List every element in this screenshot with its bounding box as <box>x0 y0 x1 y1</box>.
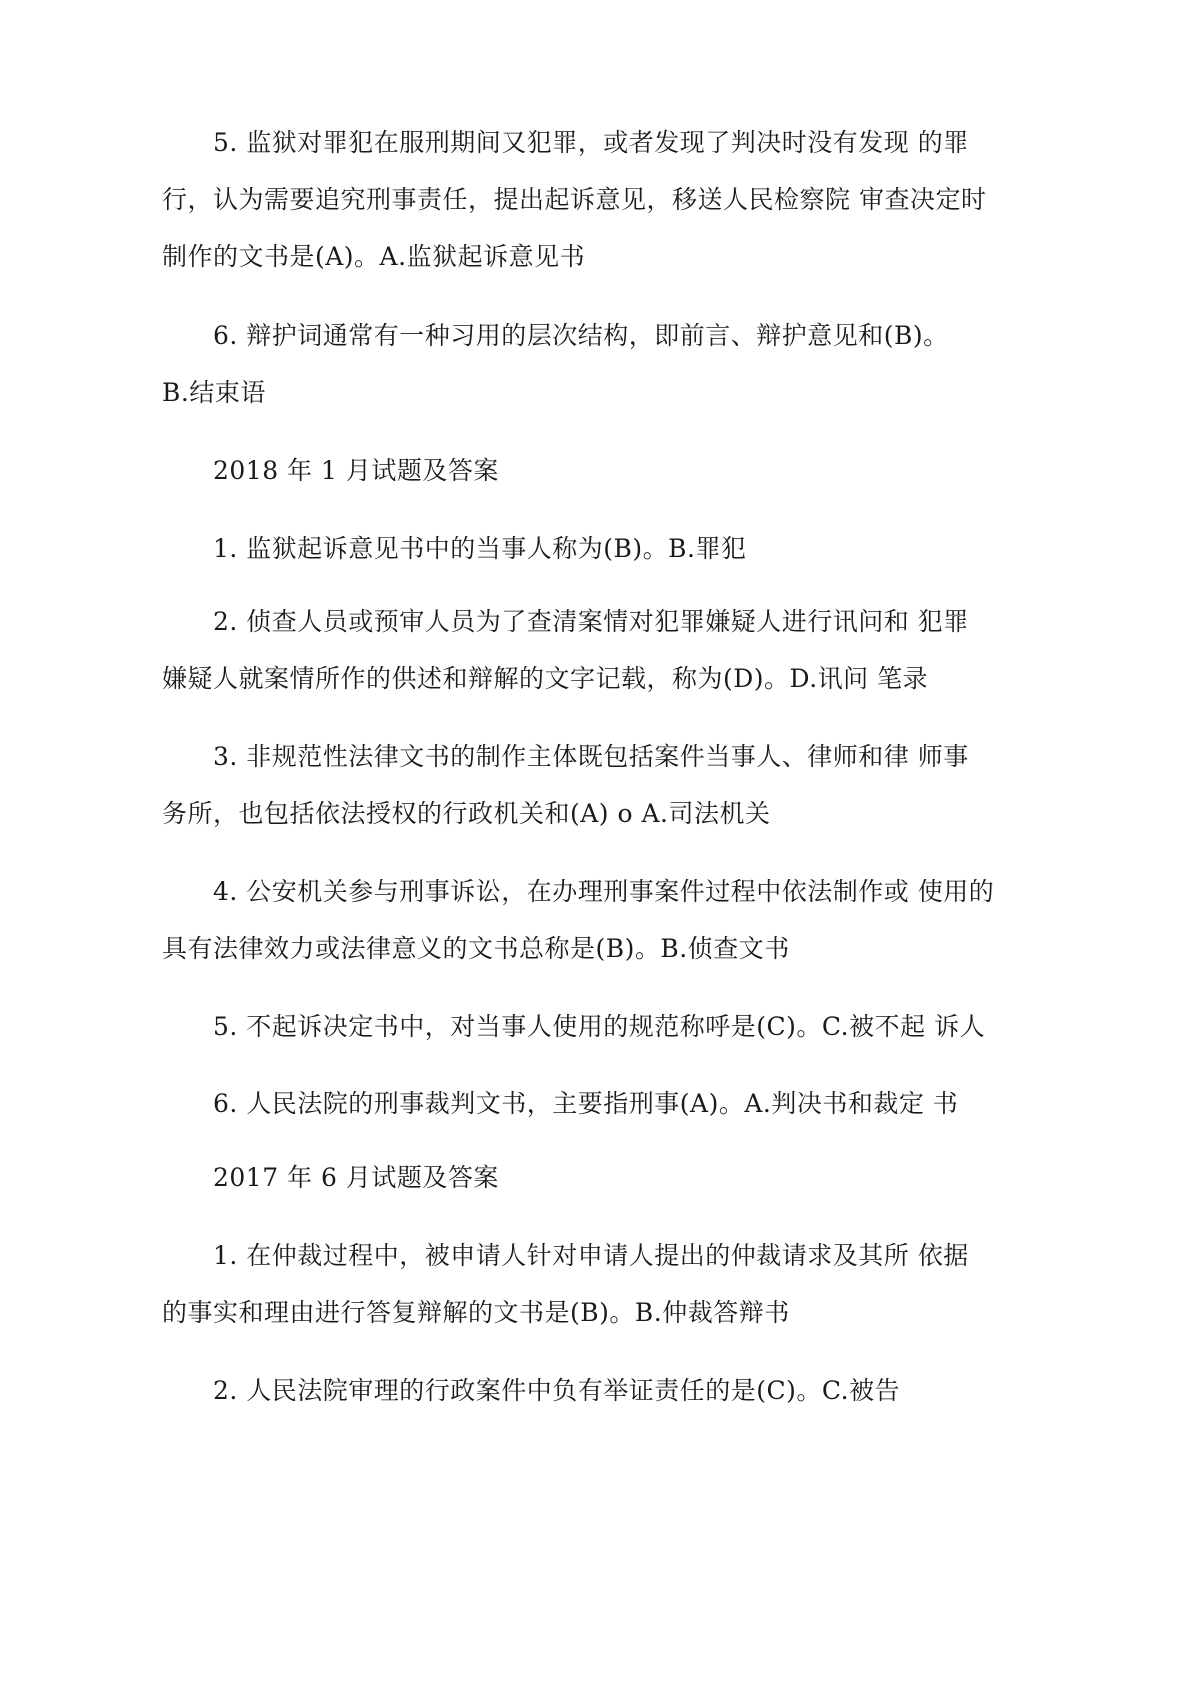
section-heading: 2017 年 6 月试题及答案 <box>213 1163 499 1192</box>
text-line: 2. 侦查人员或预审人员为了查清案情对犯罪嫌疑人进行讯问和 犯罪 <box>213 607 969 636</box>
text-line: 6. 人民法院的刑事裁判文书，主要指刑事(A)。A.判决书和裁定 书 <box>213 1089 959 1118</box>
text-line: 务所，也包括依法授权的行政机关和(A) o A.司法机关 <box>162 799 771 828</box>
section-heading: 2018 年 1 月试题及答案 <box>213 456 499 485</box>
text-line: 5. 不起诉决定书中，对当事人使用的规范称呼是(C)。C.被不起 诉人 <box>213 1012 986 1041</box>
text-line: B.结束语 <box>162 378 266 407</box>
text-line: 1. 监狱起诉意见书中的当事人称为(B)。B.罪犯 <box>213 534 747 563</box>
text-line: 嫌疑人就案情所作的供述和辩解的文字记载，称为(D)。D.讯问 笔录 <box>162 664 929 693</box>
text-line: 制作的文书是(A)。A.监狱起诉意见书 <box>162 242 586 271</box>
text-line: 1. 在仲裁过程中，被申请人针对申请人提出的仲裁请求及其所 依据 <box>213 1241 969 1270</box>
text-line: 5. 监狱对罪犯在服刑期间又犯罪，或者发现了判决时没有发现 的罪 <box>213 128 969 157</box>
text-line: 行，认为需要追究刑事责任，提出起诉意见，移送人民检察院 审查决定时 <box>162 185 987 214</box>
text-line: 的事实和理由进行答复辩解的文书是(B)。B.仲裁答辩书 <box>162 1298 790 1327</box>
text-line: 具有法律效力或法律意义的文书总称是(B)。B.侦查文书 <box>162 934 790 963</box>
text-line: 4. 公安机关参与刑事诉讼，在办理刑事案件过程中依法制作或 使用的 <box>213 877 995 906</box>
text-line: 2. 人民法院审理的行政案件中负有举证责任的是(C)。C.被告 <box>213 1376 901 1405</box>
text-line: 3. 非规范性法律文书的制作主体既包括案件当事人、律师和律 师事 <box>213 742 969 771</box>
text-line: 6. 辩护词通常有一种习用的层次结构，即前言、辩护意见和(B)。 <box>213 321 949 350</box>
